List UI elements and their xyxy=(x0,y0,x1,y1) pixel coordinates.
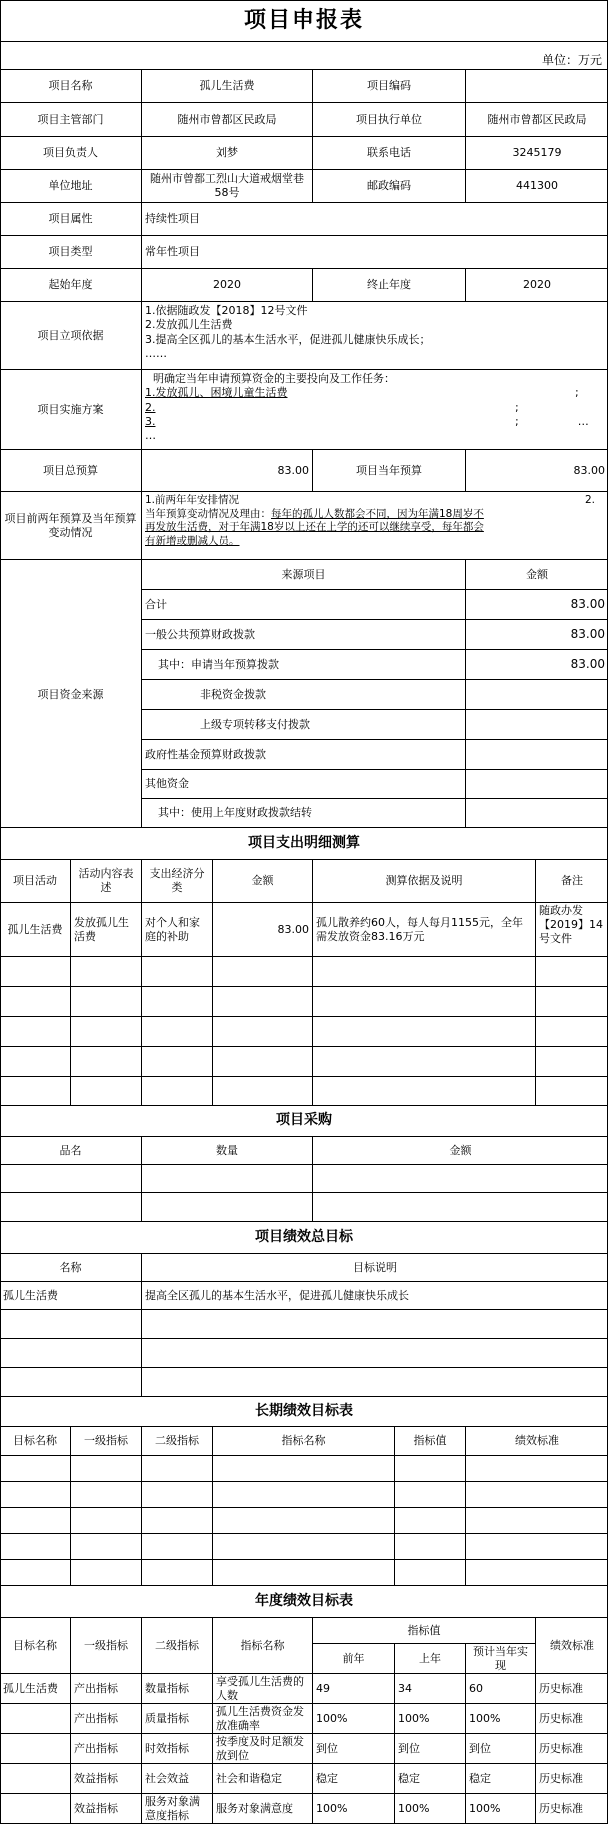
plan-line-2-text: 2. xyxy=(145,400,156,414)
funding-amount xyxy=(466,740,608,769)
annual-row xyxy=(0,1734,608,1764)
basis-line: 3.提高全区孤儿的基本生活水平，促进孤儿健康快乐成长； xyxy=(145,332,431,346)
purchase-header: 数量 xyxy=(142,1137,313,1164)
basis-row xyxy=(0,302,608,370)
project-code-label: 项目编码 xyxy=(313,70,466,102)
annual-l2: 服务对象满意度指标 xyxy=(142,1794,213,1823)
purchase-title-row xyxy=(0,1106,608,1137)
goal-empty-row xyxy=(0,1310,608,1339)
change-line-2-text: 每年的孤儿人数都会不同，因为年满18周岁不 xyxy=(271,507,484,520)
purchase-header: 金额 xyxy=(449,1143,472,1157)
funding-amount: 83.00 xyxy=(570,597,605,611)
annual-header-l1: 一级指标 xyxy=(71,1618,142,1674)
expense-header: 金额 xyxy=(213,860,313,902)
plan-line-1-text: 1.发放孤儿、困境儿童生活费 xyxy=(145,386,288,400)
expense-basis: 孤儿散养约60人，每人每月1155元，全年需发放资金83.16万元 xyxy=(313,903,536,956)
change-row xyxy=(0,492,608,560)
expense-title-row xyxy=(0,828,608,860)
goal-desc: 提高全区孤儿的基本生活水平，促进孤儿健康快乐成长 xyxy=(145,1288,409,1302)
total-budget-label: 项目总预算 xyxy=(0,450,142,491)
expense-header: 活动内容表述 xyxy=(71,860,142,902)
annual-goal xyxy=(0,1734,71,1763)
expense-empty-row xyxy=(0,957,608,987)
info-row-attr xyxy=(0,203,608,236)
annual-last: 稳定 xyxy=(395,1764,466,1793)
addr-value: 随州市曾都工烈山大道戒烟堂巷58号 xyxy=(142,170,313,202)
type-value: 常年性项目 xyxy=(145,245,200,259)
funding-row xyxy=(142,590,608,620)
annual-header-prev: 前年 xyxy=(313,1644,395,1674)
annual-l2: 时效指标 xyxy=(142,1734,213,1763)
annual-std: 历史标准 xyxy=(539,1741,583,1755)
plan-line-3-tail: … xyxy=(577,414,589,428)
change-line-4: 有新增或删减人员。 xyxy=(145,534,240,547)
post-value: 441300 xyxy=(516,179,558,193)
expense-note: 随政办发【2019】14号文件 xyxy=(539,904,603,945)
annual-std: 历史标准 xyxy=(539,1771,583,1785)
end-label: 终止年度 xyxy=(313,269,466,301)
funding-source: 一般公共预算财政拨款 xyxy=(142,620,466,649)
expense-amount: 83.00 xyxy=(213,903,313,956)
purchase-header: 品名 xyxy=(0,1137,142,1164)
longterm-empty-row xyxy=(0,1482,608,1508)
annual-std: 历史标准 xyxy=(539,1711,583,1725)
info-row-addr xyxy=(0,170,608,203)
goal-empty-row xyxy=(0,1339,608,1368)
annual-header-l2: 二级指标 xyxy=(142,1618,213,1674)
expense-header-row xyxy=(0,860,608,903)
purchase-title: 项目采购 xyxy=(276,1112,332,1129)
basis-line: …… xyxy=(145,346,167,360)
longterm-header: 一级指标 xyxy=(71,1427,142,1455)
funding-source: 非税资金拨款 xyxy=(142,680,466,709)
end-value: 2020 xyxy=(523,278,551,292)
page-title: 项目申报表 xyxy=(243,8,364,34)
purchase-header-row xyxy=(0,1137,608,1165)
annual-name: 孤儿生活费资金发放准确率 xyxy=(213,1704,313,1733)
longterm-empty-row xyxy=(0,1560,608,1586)
annual-header xyxy=(0,1618,608,1674)
person-value: 刘梦 xyxy=(142,137,313,169)
longterm-header: 二级指标 xyxy=(142,1427,213,1455)
annual-last: 100% xyxy=(395,1704,466,1733)
person-label: 项目负责人 xyxy=(0,137,142,169)
expense-activity: 孤儿生活费 xyxy=(0,903,71,956)
expense-empty-row xyxy=(0,1077,608,1106)
annual-goal xyxy=(0,1794,71,1823)
info-row-name xyxy=(0,70,608,103)
annual-goal xyxy=(0,1764,71,1793)
longterm-empty-row xyxy=(0,1456,608,1482)
longterm-empty-row xyxy=(0,1534,608,1560)
unit-label: 单位：万元 xyxy=(541,53,602,67)
annual-last: 34 xyxy=(395,1674,466,1703)
goal-empty-row xyxy=(0,1368,608,1397)
expense-data-row xyxy=(0,903,608,957)
longterm-header: 绩效标准 xyxy=(515,1434,559,1448)
funding-row xyxy=(142,799,608,828)
funding-source: 其中：申请当年预算拨款 xyxy=(142,650,466,679)
goal-name: 孤儿生活费 xyxy=(0,1282,142,1309)
expense-header: 支出经济分类 xyxy=(142,860,213,902)
expense-class: 对个人和家庭的补助 xyxy=(142,903,213,956)
annual-name: 享受孤儿生活费的人数 xyxy=(213,1674,313,1703)
longterm-header-row xyxy=(0,1427,608,1456)
funding-source: 政府性基金预算财政拨款 xyxy=(142,740,466,769)
annual-expect: 100% xyxy=(466,1794,536,1823)
funding-label: 项目资金来源 xyxy=(0,560,142,828)
plan-line-1: 1.发放孤儿、困境儿童生活费 ; xyxy=(145,386,579,400)
annual-l1: 效益指标 xyxy=(71,1794,142,1823)
annual-row xyxy=(0,1794,608,1824)
phone-value: 3245179 xyxy=(512,146,562,160)
change-line-1-text: 1.前两年年安排情况 xyxy=(145,494,240,506)
plan-line-4: … xyxy=(145,429,156,443)
dept-label: 项目主管部门 xyxy=(0,103,142,136)
change-content xyxy=(142,492,608,559)
expense-empty-row xyxy=(0,1047,608,1077)
annual-header-expect: 预计当年实现 xyxy=(466,1644,536,1674)
funding-amount: 83.00 xyxy=(570,657,605,671)
goal-title: 项目绩效总目标 xyxy=(255,1228,353,1245)
change-line-1 xyxy=(145,494,605,508)
type-label: 项目类型 xyxy=(0,236,142,268)
goal-data-row xyxy=(0,1282,608,1310)
expense-header: 测算依据及说明 xyxy=(313,860,536,902)
attr-value: 持续性项目 xyxy=(145,212,200,226)
annual-l1: 产出指标 xyxy=(71,1704,142,1733)
annual-row xyxy=(0,1764,608,1794)
plan-line-3: 3. ; … xyxy=(145,414,589,428)
annual-title-row xyxy=(0,1586,608,1618)
annual-goal xyxy=(0,1704,71,1733)
annual-prev: 100% xyxy=(313,1794,395,1823)
start-value: 2020 xyxy=(142,269,313,301)
plan-intro: 明确定当年申请预算资金的主要投向及工作任务： xyxy=(153,372,395,385)
funding-row xyxy=(142,680,608,710)
attr-label: 项目属性 xyxy=(0,203,142,235)
addr-label: 单位地址 xyxy=(0,170,142,202)
plan-line-3-text: 3. xyxy=(145,414,156,428)
exec-value: 随州市曾都区民政局 xyxy=(487,112,587,126)
annual-row xyxy=(0,1704,608,1734)
budget-row xyxy=(0,450,608,492)
funding-row xyxy=(142,650,608,680)
funding-source: 其他资金 xyxy=(142,770,466,798)
total-budget-value: 83.00 xyxy=(142,450,313,491)
annual-prev: 49 xyxy=(313,1674,395,1703)
annual-expect: 稳定 xyxy=(466,1764,536,1793)
funding-header-row xyxy=(142,560,608,590)
expense-empty-row xyxy=(0,987,608,1017)
change-line-1-tail: 2. xyxy=(585,494,596,506)
current-budget-label: 项目当年预算 xyxy=(313,450,466,491)
annual-std: 历史标准 xyxy=(539,1801,583,1815)
funding-row xyxy=(142,770,608,799)
annual-name: 服务对象满意度 xyxy=(213,1794,313,1823)
funding-amount: 83.00 xyxy=(570,627,605,641)
info-row-type xyxy=(0,236,608,269)
basis-content xyxy=(142,302,608,369)
longterm-title-row xyxy=(0,1397,608,1427)
goal-title-row xyxy=(0,1222,608,1254)
title-row xyxy=(0,0,608,42)
annual-prev: 稳定 xyxy=(313,1764,395,1793)
funding-row xyxy=(142,620,608,650)
funding-source: 上级专项转移支付拨款 xyxy=(142,710,466,739)
project-name-value: 孤儿生活费 xyxy=(142,70,313,102)
basis-line: 2.发放孤儿生活费 xyxy=(145,318,233,332)
annual-expect: 到位 xyxy=(466,1734,536,1763)
longterm-header: 指标名称 xyxy=(213,1427,395,1455)
plan-line-2: 2. ; xyxy=(145,400,519,414)
phone-label: 联系电话 xyxy=(313,137,466,169)
expense-header: 项目活动 xyxy=(0,860,71,902)
longterm-header: 指标值 xyxy=(395,1427,466,1455)
annual-goal: 孤儿生活费 xyxy=(0,1674,71,1703)
annual-header-name: 指标名称 xyxy=(213,1618,313,1674)
longterm-title: 长期绩效目标表 xyxy=(255,1402,353,1419)
annual-l2: 质量指标 xyxy=(142,1704,213,1733)
longterm-empty-row xyxy=(0,1508,608,1534)
annual-header-goal: 目标名称 xyxy=(0,1618,71,1674)
info-row-person xyxy=(0,137,608,170)
change-line-2 xyxy=(145,508,605,522)
current-budget-value: 83.00 xyxy=(573,463,605,477)
annual-last: 100% xyxy=(395,1794,466,1823)
funding-source: 其中：使用上年度财政拨款结转 xyxy=(142,799,466,827)
annual-prev: 100% xyxy=(313,1704,395,1733)
purchase-empty-row xyxy=(0,1165,608,1193)
info-row-dept xyxy=(0,103,608,137)
expense-content: 发放孤儿生活费 xyxy=(71,903,142,956)
annual-expect: 100% xyxy=(466,1704,536,1733)
plan-row xyxy=(0,370,608,450)
funding-header-amount: 金额 xyxy=(526,567,548,581)
goal-header-row xyxy=(0,1254,608,1282)
funding-row xyxy=(142,740,608,770)
change-line-2-prefix: 当年预算变动情况及理由： xyxy=(145,507,271,520)
exec-label: 项目执行单位 xyxy=(313,103,466,136)
goal-header: 名称 xyxy=(0,1254,142,1281)
change-line-3: 再发放生活费，对于年满18岁以上还在上学的还可以继续享受，每年都会 xyxy=(145,521,484,534)
annual-l1: 产出指标 xyxy=(71,1734,142,1763)
annual-last: 到位 xyxy=(395,1734,466,1763)
funding-header-source: 来源项目 xyxy=(142,560,466,589)
funding-amount xyxy=(466,710,608,739)
unit-row xyxy=(0,42,608,70)
annual-header-last: 上年 xyxy=(395,1644,466,1674)
annual-name: 按季度及时足额发放到位 xyxy=(213,1734,313,1763)
start-label: 起始年度 xyxy=(0,269,142,301)
annual-l1: 效益指标 xyxy=(71,1764,142,1793)
annual-l1: 产出指标 xyxy=(71,1674,142,1703)
funding-amount xyxy=(466,799,608,827)
project-code-value xyxy=(466,70,608,102)
basis-line: 1.依据随政发【2018】12号文件 xyxy=(145,304,308,317)
annual-name: 社会和谐稳定 xyxy=(213,1764,313,1793)
annual-std: 历史标准 xyxy=(539,1681,583,1695)
expense-header: 备注 xyxy=(561,874,583,888)
dept-value: 随州市曾都区民政局 xyxy=(142,103,313,136)
project-name-label: 项目名称 xyxy=(0,70,142,102)
annual-l2: 社会效益 xyxy=(142,1764,213,1793)
post-label: 邮政编码 xyxy=(313,170,466,202)
annual-l2: 数量指标 xyxy=(142,1674,213,1703)
goal-header: 目标说明 xyxy=(353,1260,397,1274)
annual-header-std: 绩效标准 xyxy=(550,1639,594,1653)
basis-label: 项目立项依据 xyxy=(0,302,142,369)
annual-expect: 60 xyxy=(466,1674,536,1703)
purchase-empty-row xyxy=(0,1193,608,1222)
longterm-header: 目标名称 xyxy=(0,1427,71,1455)
annual-prev: 到位 xyxy=(313,1734,395,1763)
plan-content xyxy=(142,370,608,449)
change-label: 项目前两年预算及当年预算变动情况 xyxy=(0,492,142,559)
funding-row xyxy=(142,710,608,740)
annual-row xyxy=(0,1674,608,1704)
annual-header-value: 指标值 xyxy=(313,1618,536,1644)
funding-source: 合计 xyxy=(142,590,466,619)
annual-title: 年度绩效目标表 xyxy=(255,1592,353,1609)
expense-empty-row xyxy=(0,1017,608,1047)
info-row-years xyxy=(0,269,608,302)
funding-amount xyxy=(466,770,608,798)
funding-amount xyxy=(466,680,608,709)
expense-title: 项目支出明细测算 xyxy=(248,834,360,851)
plan-label: 项目实施方案 xyxy=(0,370,142,449)
